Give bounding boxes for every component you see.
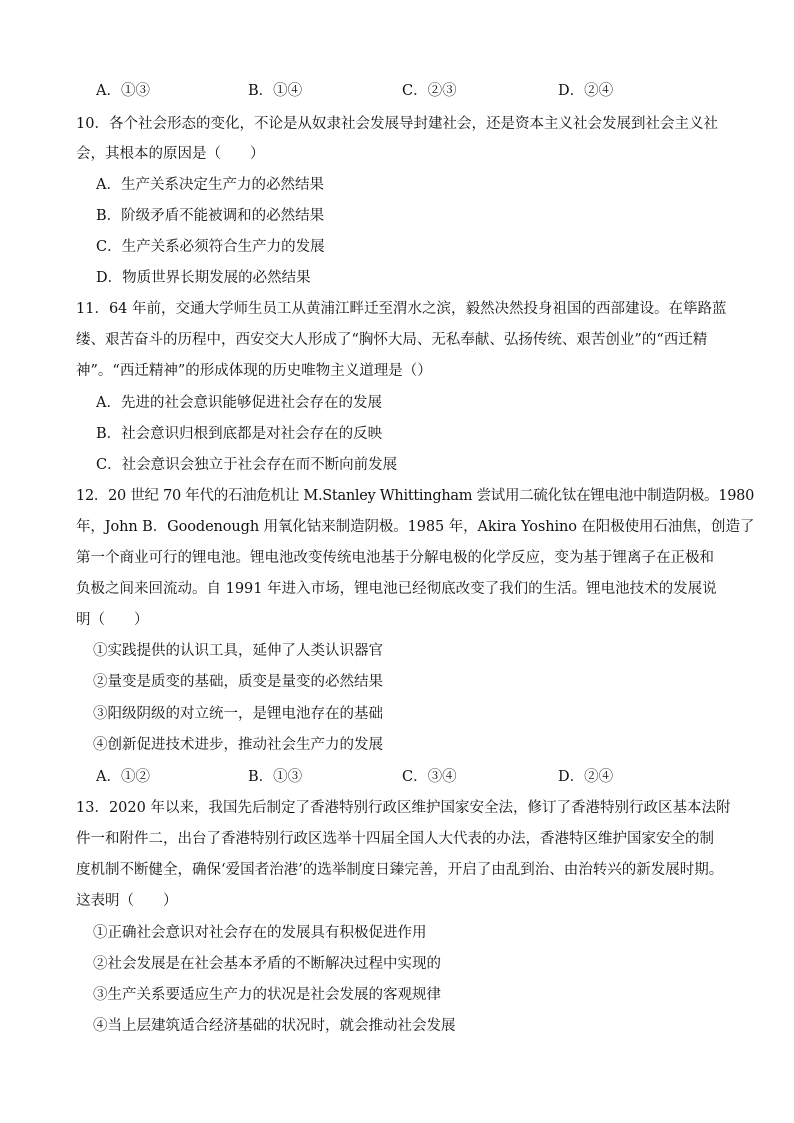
q12-option-d[interactable]: D．②④	[558, 769, 614, 785]
q11-option-c[interactable]: C．社会意识会独立于社会存在而不断向前发展	[96, 457, 398, 473]
q11-stem-line-3: 神”。“西迁精神”的形成体现的历史唯物主义道理是（）	[76, 363, 432, 379]
q11-stem-line-1: 11．64 年前，交通大学师生员工从黄浦江畔迁至渭水之滨，毅然决然投身祖国的西部建设。在筚路蓝	[76, 301, 727, 317]
q9-option-d[interactable]: D．②④	[558, 83, 614, 99]
q11-stem-line-2: 缕、艰苦奋斗的历程中，西安交大人形成了“胸怀大局、无私奉献、弘扬传统、艰苦创业”的“西迁精	[76, 332, 708, 348]
q13-stem-line-2: 件一和附件二，出台了香港特别行政区选举十四届全国人大代表的办法，香港特区维护国家安全的制	[76, 831, 714, 847]
q12-stem-line-1: 12．20 世纪 70 年代的石油危机让 M.Stanley Whittingham 尝试用二硫化钛在锂电池中制造阴极。1980	[76, 488, 755, 504]
q9-option-a[interactable]: A．①③	[96, 83, 150, 99]
q12-option-a[interactable]: A．①②	[96, 769, 150, 785]
q13-stem-line-4: 这表明（ ）	[76, 893, 178, 909]
q12-statement-3: ③阳级阴级的对立统一，是锂电池存在的基础	[93, 706, 383, 722]
q12-stem-line-4: 负极之间来回流动。自 1991 年进入市场，锂电池已经彻底改变了我们的生活。锂电池技术的发展说	[76, 581, 717, 597]
q12-statement-2: ②量变是质变的基础，质变是量变的必然结果	[93, 674, 383, 690]
q12-statement-1: ①实践提供的认识工具，延伸了人类认识器官	[93, 643, 383, 659]
q12-stem-line-5: 明（ ）	[76, 612, 149, 628]
q10-option-d[interactable]: D．物质世界长期发展的必然结果	[96, 270, 311, 286]
q13-stem-line-3: 度机制不断健全，确保‘爱国者治港’的选举制度日臻完善，开启了由乱到治、由治转兴的新发展时期。	[76, 862, 724, 878]
q12-stem-line-3: 第一个商业可行的锂电池。锂电池改变传统电池基于分解电极的化学反应，变为基于锂离子在正极和	[76, 550, 714, 566]
q10-option-b[interactable]: B．阶级矛盾不能被调和的必然结果	[96, 208, 325, 224]
q13-statement-1: ①正确社会意识对社会存在的发展具有积极促进作用	[93, 925, 427, 941]
q10-stem-line-2: 会，其根本的原因是（ ）	[76, 146, 265, 162]
q12-option-b[interactable]: B．①③	[248, 769, 303, 785]
q10-stem-line-1: 10．各个社会形态的变化，不论是从奴隶社会发展导封建社会，还是资本主义社会发展到社会主义社	[76, 116, 718, 132]
q9-options	[96, 81, 656, 101]
q13-statement-4: ④当上层建筑适合经济基础的状况时，就会推动社会发展	[93, 1018, 456, 1034]
q10-option-a[interactable]: A．生产关系决定生产力的必然结果	[96, 177, 324, 193]
q13-statement-3: ③生产关系要适应生产力的状况是社会发展的客观规律	[93, 987, 441, 1003]
q11-option-a[interactable]: A．先进的社会意识能够促进社会存在的发展	[96, 395, 382, 411]
q11-option-b[interactable]: B．社会意识归根到底都是对社会存在的反映	[96, 426, 383, 442]
q13-stem-line-1: 13．2020 年以来，我国先后制定了香港特别行政区维护国家安全法，修订了香港特别行政区基本法附	[76, 800, 731, 816]
q13-statement-2: ②社会发展是在社会基本矛盾的不断解决过程中实现的	[93, 956, 441, 972]
q10-option-c[interactable]: C．生产关系必须符合生产力的发展	[96, 239, 325, 255]
q12-stem-line-2: 年，John B．Goodenough 用氧化钴来制造阴极。1985 年，Akira Yoshino 在阳极使用石油焦，创造了	[76, 519, 755, 535]
q9-option-c[interactable]: C．②③	[402, 83, 457, 99]
q9-option-b[interactable]: B．①④	[248, 83, 303, 99]
q12-options	[96, 767, 656, 787]
q12-option-c[interactable]: C．③④	[402, 769, 457, 785]
q12-statement-4: ④创新促进技术进步，推动社会生产力的发展	[93, 737, 383, 753]
